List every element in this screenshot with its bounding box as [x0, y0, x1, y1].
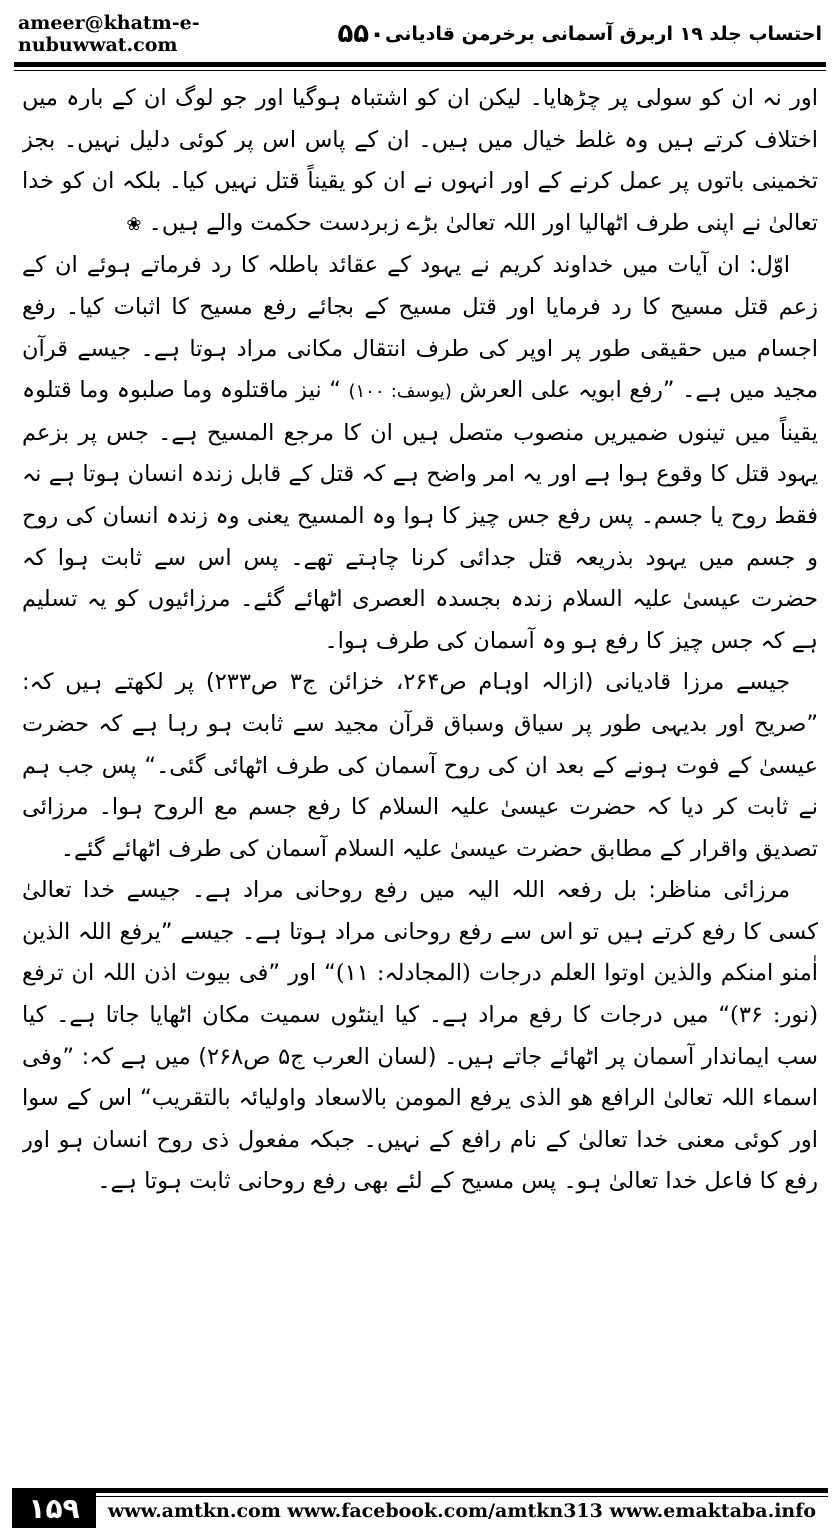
- footer-rule-thin: [96, 1496, 828, 1497]
- quote-arabic: وفی اسماء اللہ تعالیٰ الرافع ھو الذی یرفع المومن بالاسعاد واولیائہ بالتقریب: [22, 1043, 818, 1112]
- footer-page-number: ۱۵۹: [12, 1488, 96, 1528]
- footer-rule-thick: [96, 1488, 828, 1493]
- header-book-title: احتساب جلد ۱۹ اربرق آسمانی برخرمن قادیانی: [385, 23, 822, 45]
- page-header: [18, 14, 822, 54]
- paragraph: جیسے مرزا قادیانی (ازالہ اوہام ص۲۶۴، خزائن ج۳ ص۲۳۳) پر لکھتے ہیں کہ: ”صریح اور بدیہی طور پر سیاق وسباق قرآن مجید سے ثابت ہو رہا ہے کہ حضرت عیسیٰ کے فوت ہونے کے بعد ان کی روح آسمان کی طرف اٹھائی گئی۔“ پس جب ہم نے ثابت کر دیا کہ حضرت عیسیٰ علیہ السلام کا رفع جسم مع الروح ہوا۔ مرزائی تصدیق واقرار کے مطابق حضرت عیسیٰ علیہ السلام آسمان کی طرف اٹھائے گئے۔: [22, 669, 818, 862]
- page-footer: [12, 1488, 828, 1528]
- quote-arabic: رفع ابویہ علی العرش: [459, 377, 663, 404]
- paragraph: اوّل: ان آیات میں خداوند کریم نے یہود کے عقائد باطلہ کا رد فرماتے ہوئے ان کے زعم قتل مسیح کا رد فرمایا اور قتل مسیح کے بجائے رفع مسیح کا اثبات کیا۔ رفع اجسام میں حقیقی طور پر اوپر کی طرف انتقال مکانی مراد ہوتا ہے۔ جیسے قرآن مجید میں ہے۔ ”رفع ابویہ علی العرش (یوسف: ۱۰۰) “ نیز ماقتلوہ وما صلبوہ وما قتلوہ یقیناً میں تینوں ضمیریں منصوب متصل ہیں ان کا مرجع المسیح ہے۔ جس پر بزعم یہود قتل کا وقوع ہوا ہے اور یہ امر واضح ہے کہ قتل کے قابل زندہ انسان ہوتا ہے نہ فقط روح یا جسم۔ پس رفع جس چیز کا ہوا وہ المسیح یعنی وہ زندہ انسان کی روح و جسم میں یہود بذریعہ قتل جدائی کرنا چاہتے تھے۔ پس اس سے ثابت ہوا کہ حضرت عیسیٰ علیہ السلام زندہ بجسدہ العصری اٹھائے گئے۔ مرزائیوں کو یہ تسلیم ہے کہ جس چیز کا رفع ہو وہ آسمان کی طرف ہوا۔: [22, 252, 818, 654]
- quote-reference: (یوسف: ۱۰۰): [348, 381, 452, 403]
- header-rule-thin: [14, 70, 826, 71]
- header-email: ameer@khatm-e-nubuwwat.com: [18, 12, 200, 56]
- header-rule-thick: [14, 62, 826, 67]
- paragraph: اور نہ ان کو سولی پر چڑھایا۔ لیکن ان کو اشتباہ ہوگیا اور جو لوگ ان کے بارہ میں اختلاف کرتے ہیں وہ غلط خیال میں ہیں۔ ان کے پاس اس پر کوئی دلیل نہیں۔ بجز تخمینی باتوں پر عمل کرنے کے اور انہوں نے ان کو یقیناً قتل نہیں کیا۔ بلکہ ان کو خدا تعالیٰ نے اپنی طرف اٹھالیا اور اللہ تعالیٰ بڑے زبردست حکمت والے ہیں۔ ❀: [22, 85, 818, 236]
- quote-arabic: یرفع اللہ الذین اٰمنو امنکم والذین اوتوا العلم درجات (المجادلہ: ۱۱): [22, 918, 818, 987]
- page-body: [22, 78, 818, 1468]
- footer-urls: www.amtkn.com www.facebook.com/amtkn313 www.emaktaba.info: [107, 1500, 817, 1522]
- header-left: [18, 12, 385, 56]
- footer-bar: [96, 1488, 828, 1528]
- paragraph: مرزائی مناظر: بل رفعہ اللہ الیہ میں رفع روحانی مراد ہے۔ جیسے خدا تعالیٰ کسی کا رفع کرتے ہیں تو اس سے رفع روحانی مراد ہوتا ہے۔ جیسے ”یرفع اللہ الذین اٰمنو امنکم والذین اوتوا العلم درجات (المجادلہ: ۱۱)“ اور ”فی بیوت اذن اللہ ان ترفع (نور: ۳۶)“ میں درجات کا رفع مراد ہے۔ کیا اینٹوں سمیت مکان اٹھایا جاتا ہے۔ کیا سب ایماندار آسمان پر اٹھائے جاتے ہیں۔ (لسان العرب ج۵ ص۲۶۸) میں ہے کہ: ”وفی اسماء اللہ تعالیٰ الرافع ھو الذی یرفع المومن بالاسعاد واولیائہ بالتقریب“ اس کے سوا اور کوئی معنی خدا تعالیٰ کے نام رافع کے نہیں۔ جبکہ مفعول ذی روح انسان ہو اور رفع کا فاعل خدا تعالیٰ ہو۔ پس مسیح کے لئے بھی رفع روحانی ثابت ہوتا ہے۔: [22, 877, 818, 1195]
- header-page-number: ۵۵۰: [337, 19, 386, 49]
- end-of-verse-ornament: ❀: [126, 213, 142, 235]
- quote-arabic: فی بیوت اذن اللہ ان ترفع (نور: ۳۶): [22, 960, 818, 1029]
